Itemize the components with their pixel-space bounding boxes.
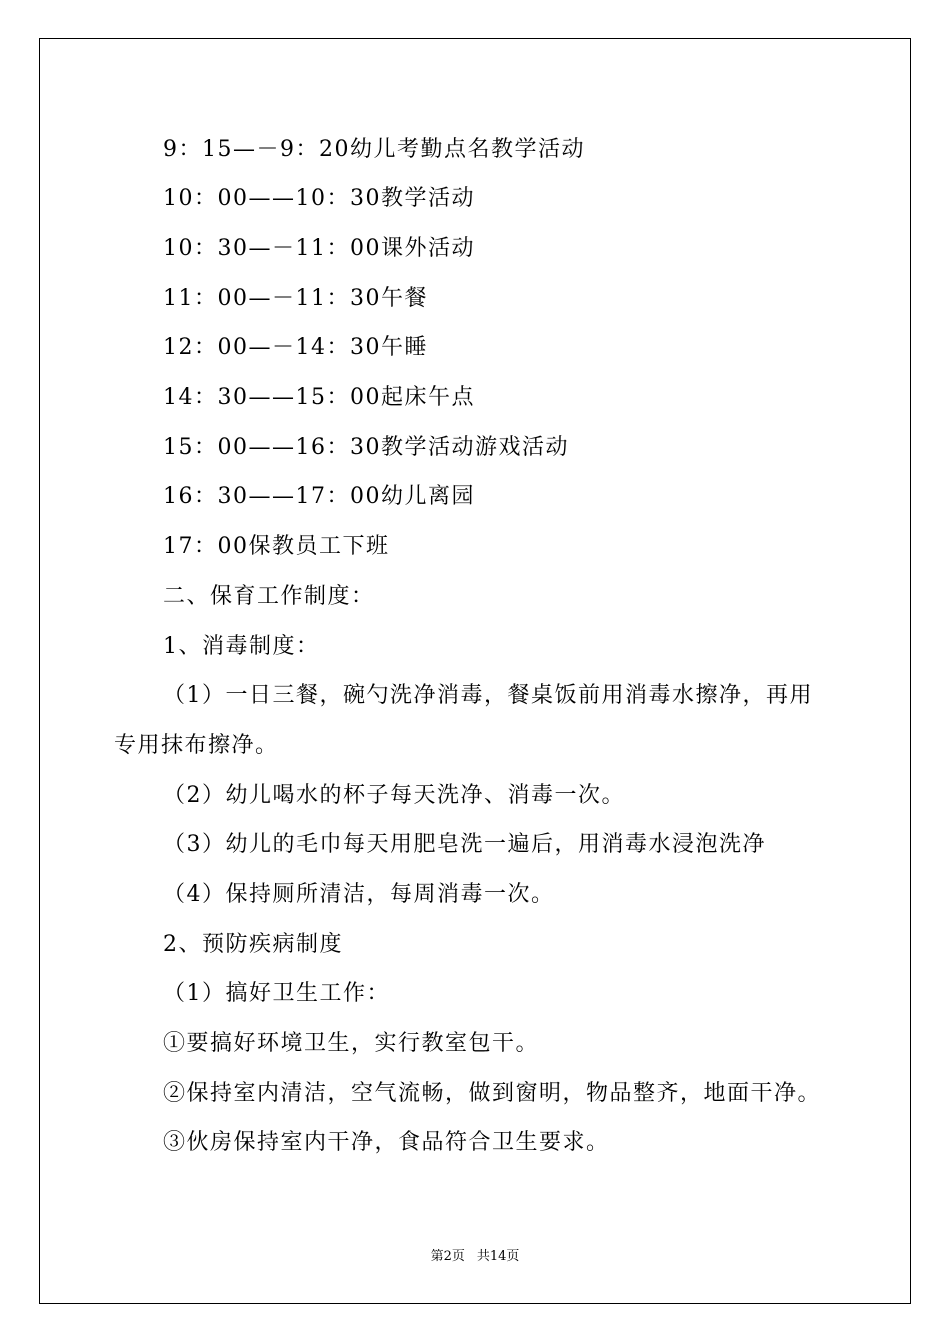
schedule-line-7: 15：00——16：30教学活动游戏活动 (163, 435, 569, 460)
section-heading-2: 二、保育工作制度： (163, 584, 375, 609)
paragraph-item-1: （1）一日三餐，碗勺洗净消毒，餐桌饭前用消毒水擦净，再用 (163, 683, 813, 708)
paragraph-item-2: （2）幼儿喝水的杯子每天洗净、消毒一次。 (163, 783, 625, 808)
schedule-line-5: 12：00—－14：30午睡 (163, 335, 428, 360)
page-number: 第2页 (430, 1249, 465, 1264)
schedule-line-6: 14：30——15：00起床午点 (163, 385, 475, 410)
schedule-line-4: 11：00—－11：30午餐 (163, 286, 428, 311)
list-item-circled-2: ②保持室内清洁，空气流畅，做到窗明，物品整齐，地面干净。 (163, 1081, 822, 1106)
list-item-circled-1: ①要搞好环境卫生，实行教室包干。 (163, 1031, 540, 1056)
page-border (39, 38, 911, 1304)
schedule-line-9: 17：00保教员工下班 (163, 534, 390, 559)
schedule-line-2: 10：00——10：30教学活动 (163, 186, 475, 211)
subsection-heading-disinfection: 1、消毒制度： (163, 634, 320, 659)
schedule-line-3: 10：30—－11：00课外活动 (163, 236, 475, 261)
paragraph-item-3: （3）幼儿的毛巾每天用肥皂洗一遍后，用消毒水浸泡洗净 (163, 832, 766, 857)
subsection-heading-disease-prevention: 2、预防疾病制度 (163, 932, 343, 957)
schedule-line-8: 16：30——17：00幼儿离园 (163, 484, 475, 509)
list-item-circled-3: ③伙房保持室内干净，食品符合卫生要求。 (163, 1130, 610, 1155)
paragraph-item-1-continued: 专用抹布擦净。 (114, 733, 279, 758)
paragraph-item-4: （4）保持厕所清洁，每周消毒一次。 (163, 882, 555, 907)
page-total: 共14页 (476, 1249, 520, 1264)
page-footer (0, 1249, 950, 1265)
paragraph-item-hygiene: （1）搞好卫生工作： (163, 981, 390, 1006)
schedule-line-1: 9：15—－9：20幼儿考勤点名教学活动 (163, 137, 585, 162)
